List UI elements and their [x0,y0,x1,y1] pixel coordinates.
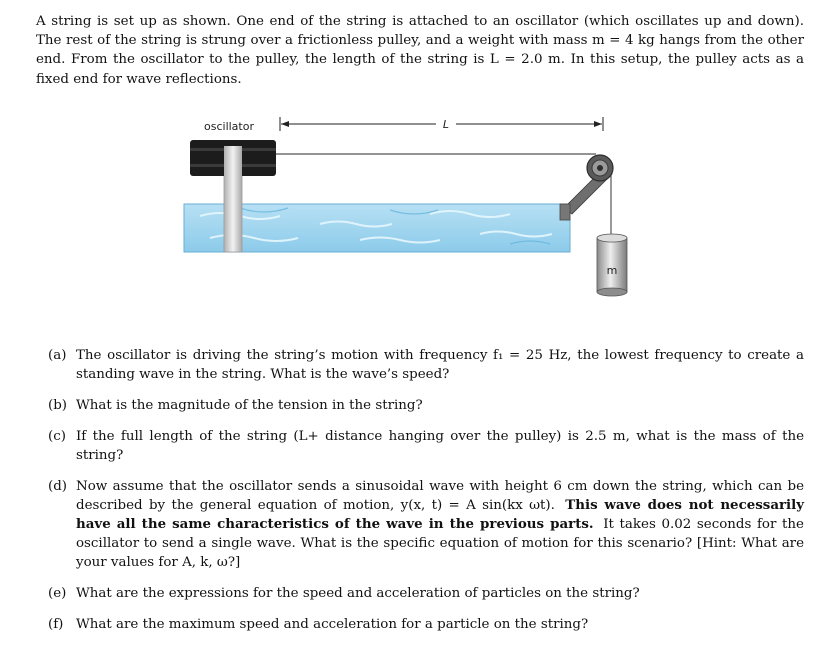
question-list [48,346,804,646]
oscillator-label: oscillator [204,120,254,133]
question-text: What are the expressions for the speed and acceleration of particles on the string? [76,586,640,601]
question-f [48,615,804,634]
problem-intro [36,12,804,89]
intro-sentence-1: A string is set up as shown. One end of the string is attached to an oscillator (which oscillates up and down). [36,14,804,29]
question-label: (d) [48,479,68,494]
intro-sentence-4: In this setup, the pulley acts as a fixed end for wave reflections. [36,52,805,87]
question-text [76,477,804,572]
question-a [48,346,804,384]
question-label: (c) [48,429,66,444]
question-text: What are the maximum speed and acceleration for a particle on the string? [76,617,589,632]
setup-figure [180,112,650,312]
question-label: (b) [48,398,68,413]
mass-label: m [606,264,618,277]
question-b [48,396,804,415]
setup-diagram [180,112,650,312]
question-label: (f) [48,617,64,632]
oscillator-body [190,140,276,176]
intro-sentence-2: The rest of the string is strung over a frictionless pulley, and a weight with mass m = 4 kg hangs from the other end. [36,33,804,68]
question-label: (a) [48,348,67,363]
question-d-emphasis: This wave does not necessarily have all the same characteristics of the wave in the previous parts. [76,497,805,532]
intro-sentence-3: From the oscillator to the pulley, the length of the string is L = 2.0 m. [70,52,565,68]
length-dimension [280,117,603,131]
question-label: (e) [48,586,67,601]
question-text: If the full length of the string (L+ distance hanging over the pulley) is 2.5 m, what is the mass of the string? [76,429,804,463]
question-e [48,584,804,603]
length-label: L [442,118,450,131]
question-d [48,477,804,572]
question-text: The oscillator is driving the string’s motion with frequency f₁ = 25 Hz, the lowest frequency to create a standing wave in the string. What is the wave’s speed? [76,348,804,382]
question-d-part-1: Now assume that the oscillator sends a sinusoidal wave with height 6 cm down the string, which can be described by the general equation of motion, y(x, t) = A sin(kx ωt). [76,479,804,513]
question-text: What is the magnitude of the tension in the string? [76,398,423,413]
pulley [587,155,613,181]
question-d-part-2: It takes 0.02 seconds for the oscillator to send a single wave. What is the specific equation of motion for this scenario? [Hint: What are your values for A, k, ω?] [76,517,804,570]
question-c [48,427,804,465]
hanging-weight [597,234,627,296]
